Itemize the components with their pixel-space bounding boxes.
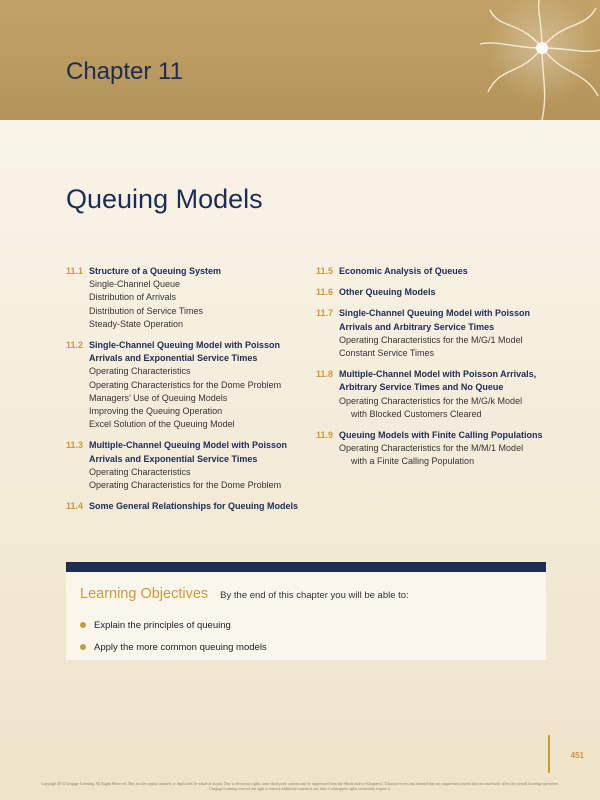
section-title: Some General Relationships for Queuing Models (89, 501, 299, 512)
section-number: 11.5 (316, 266, 334, 276)
toc-section (316, 286, 556, 299)
subsection: Operating Characteristics (89, 366, 191, 377)
section-title: Multiple-Channel Model with Poisson Arrivals, Arbitrary Service Times and No Queue (339, 369, 537, 393)
subsection: Single-Channel Queue (89, 279, 181, 290)
subsection-continuation: with Blocked Customers Cleared (351, 408, 482, 419)
section-title: Single-Channel Queuing Model with Poisson Arrivals and Arbitrary Service Times (339, 308, 531, 332)
toc-section (316, 368, 556, 421)
section-number: 11.9 (316, 430, 334, 441)
learning-objectives-list (80, 614, 267, 658)
toc-section (66, 265, 306, 331)
toc-section (66, 439, 306, 492)
table-of-contents-left (66, 265, 306, 521)
section-number: 11.1 (66, 266, 84, 276)
subsection: Improving the Queuing Operation (89, 406, 223, 417)
page-number-rule (548, 735, 550, 773)
subsection: Managers’ Use of Queuing Models (89, 392, 228, 403)
subsection: Operating Characteristics (89, 466, 191, 477)
subsection: Steady-State Operation (89, 318, 184, 329)
toc-section (316, 429, 556, 469)
subsection-line: Operating Characteristics for the M/M/1 Model (339, 443, 524, 454)
bullet-icon (80, 644, 86, 650)
section-number: 11.7 (316, 308, 334, 319)
learning-objectives-title: Learning Objectives (80, 586, 209, 602)
section-number: 11.6 (316, 287, 334, 298)
chapter-label: Chapter 11 (66, 58, 183, 85)
section-number: 11.4 (66, 501, 84, 512)
copyright-notice: Copyright 2014 Cengage Learning. All Rights Reserved. May not be copied, scanned, or duplicated, in whole or in part. Due to electronic rights, some third party content may be suppressed from the eBook and/or eChapter(s). Editorial review has deemed that any suppressed content does not materially affect the overall learning experience. Cengage Learning reserves the right to remove additional content at any time if subsequent rights restrictions require it. (40, 782, 560, 791)
section-title: Single-Channel Queuing Model with Poisson Arrivals and Exponential Service Times (89, 340, 281, 364)
section-title: Multiple-Channel Queuing Model with Poisson Arrivals and Exponential Service Times (89, 440, 287, 464)
subsection: Operating Characteristics for the Dome Problem (89, 379, 282, 390)
section-number: 11.3 (66, 440, 84, 451)
learning-objectives-intro: By the end of this chapter you will be able to: (220, 590, 409, 601)
subsection: Operating Characteristics for the Dome Problem (89, 480, 282, 491)
toc-section (66, 500, 306, 513)
toc-section (66, 339, 306, 431)
section-number: 11.2 (66, 340, 84, 351)
bullet-icon (80, 622, 86, 628)
subsection: Distribution of Arrivals (89, 292, 177, 303)
objective-text: Apply the more common queuing models (94, 641, 267, 653)
subsection (339, 442, 556, 468)
section-title: Structure of a Queuing System (89, 266, 222, 276)
subsection: Constant Service Times (339, 348, 435, 359)
toc-section (316, 307, 556, 360)
section-title: Other Queuing Models (339, 287, 436, 298)
objective-text: Explain the principles of queuing (94, 619, 231, 631)
section-number: 11.8 (316, 369, 334, 380)
table-of-contents-right (316, 265, 556, 477)
list-item (80, 636, 267, 658)
section-title: Economic Analysis of Queues (339, 266, 468, 276)
list-item (80, 614, 267, 636)
fractal-ornament-icon (480, 0, 600, 120)
page-number: 451 (570, 751, 584, 760)
section-title: Queuing Models with Finite Calling Populations (339, 430, 543, 441)
subsection-line: Operating Characteristics for the M/G/k Model (339, 395, 523, 406)
chapter-banner (0, 0, 600, 120)
subsection: Distribution of Service Times (89, 305, 204, 316)
learning-objectives-bar (66, 562, 546, 572)
subsection: Operating Characteristics for the M/G/1 Model (339, 334, 523, 345)
subsection (339, 395, 556, 421)
subsection: Excel Solution of the Queuing Model (89, 419, 235, 430)
learning-objectives-box (66, 562, 546, 660)
toc-section (316, 265, 556, 278)
page-title: Queuing Models (66, 184, 263, 214)
subsection-continuation: with a Finite Calling Population (351, 456, 475, 467)
